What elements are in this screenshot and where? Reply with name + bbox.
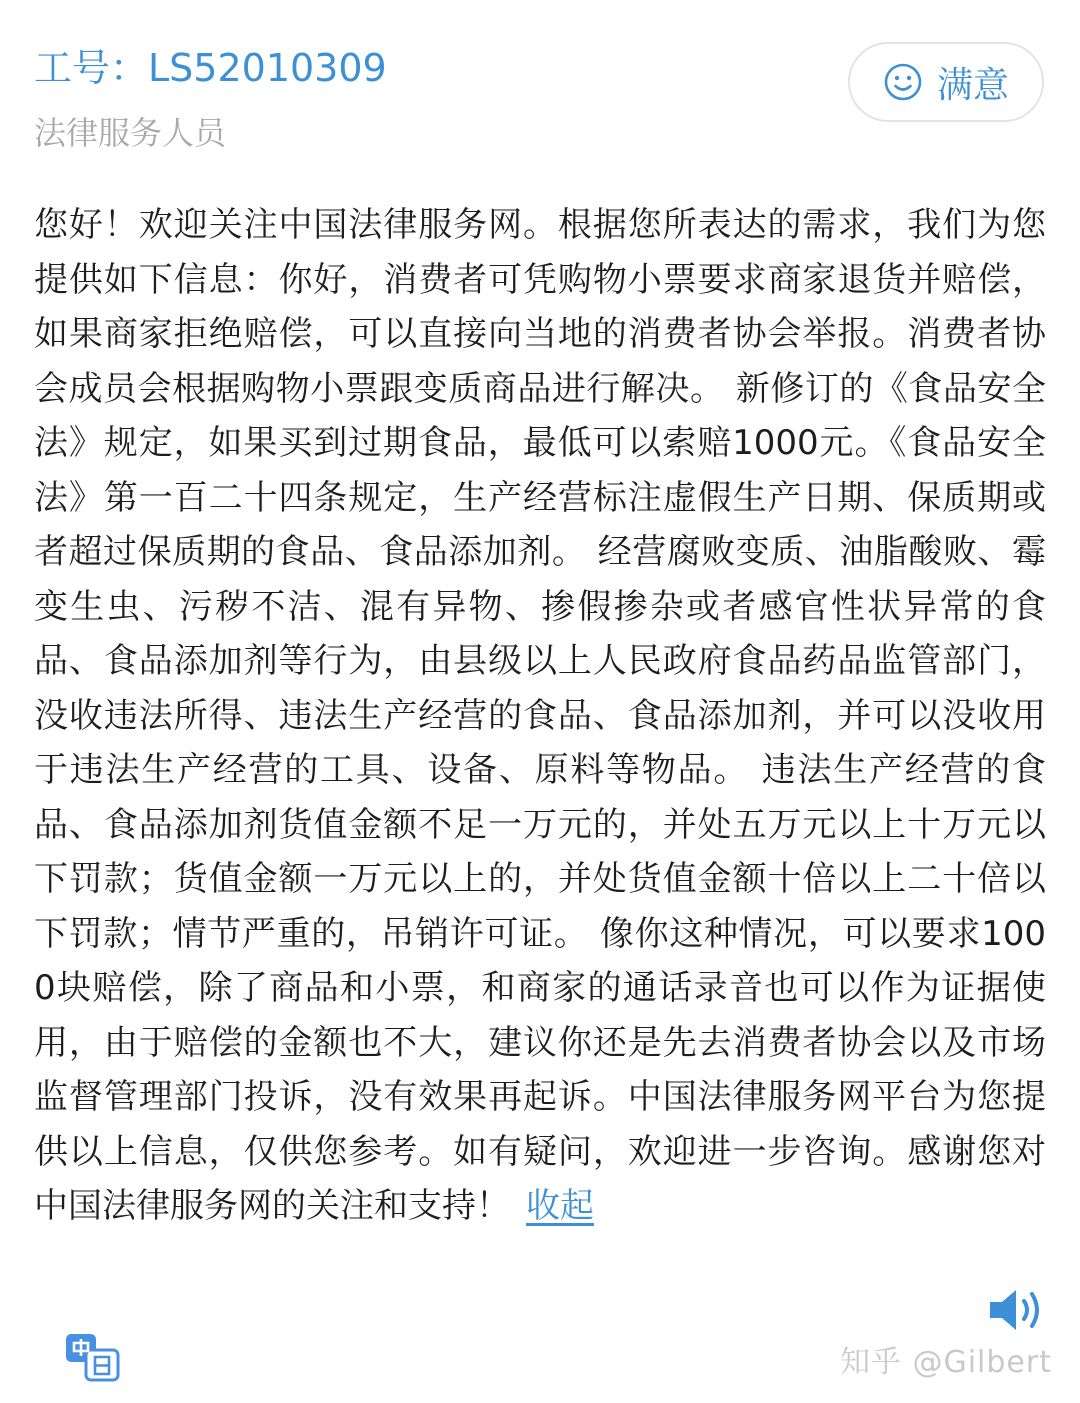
answer-header [34,38,824,158]
worker-role: 法律服务人员 [34,114,227,152]
answer-text: 您好！欢迎关注中国法律服务网。根据您所表达的需求，我们为您提供如下信息：你好，消费者可凭购物小票要求商家退货并赔偿，如果商家拒绝赔偿，可以直接向当地的消费者协会举报。消费者协会成员会根据购物小票跟变质商品进行解决。 新修订的《食品安全法》规定，如果买到过期食品，最低可以索赔1000元。《食品安全法》第一百二十四条规定，生产经营标注虚假生产日期、保质期或者超过保质期的食品、食品添加剂。 经营腐败变质、油脂酸败、霉变生虫、污秽不洁、混有异物、掺假掺杂或者感官性状异常的食品、食品添加剂等行为，由县级以上人民政府食品药品监管部门，没收违法所得、违法生产经营的食品、食品添加剂，并可以没收用于违法生产经营的工具、设备、原料等物品。 违法生产经营的食品、食品添加剂货值金额不足一万元的，并处五万元以上十万元以下罚款；货值金额一万元以上的，并处货值金额十倍以上二十倍以下罚款；情节严重的，吊销许可证。 像你这种情况，可以要求1000块赔偿，除了商品和小票，和商家的通话录音也可以作为证据使用，由于赔偿的金额也不大，建议你还是先去消费者协会以及市场监督管理部门投诉，没有效果再起诉。中国法律服务网平台为您提供以上信息，仅供您参考。如有疑问，欢迎进一步咨询。感谢您对中国法律服务网的关注和支持！ [34,205,1046,1226]
satisfied-label: 满意 [936,64,1009,106]
satisfied-button[interactable] [848,42,1044,122]
worker-id: 工号：LS52010309 [34,46,387,90]
answer-body [34,198,1046,1234]
translate-icon[interactable] [64,1332,122,1382]
smile-icon [883,62,923,102]
watermark: 知乎 @Gilbert [839,1345,1052,1380]
collapse-link[interactable]: 收起 [526,1186,594,1226]
speaker-icon[interactable] [986,1284,1048,1336]
